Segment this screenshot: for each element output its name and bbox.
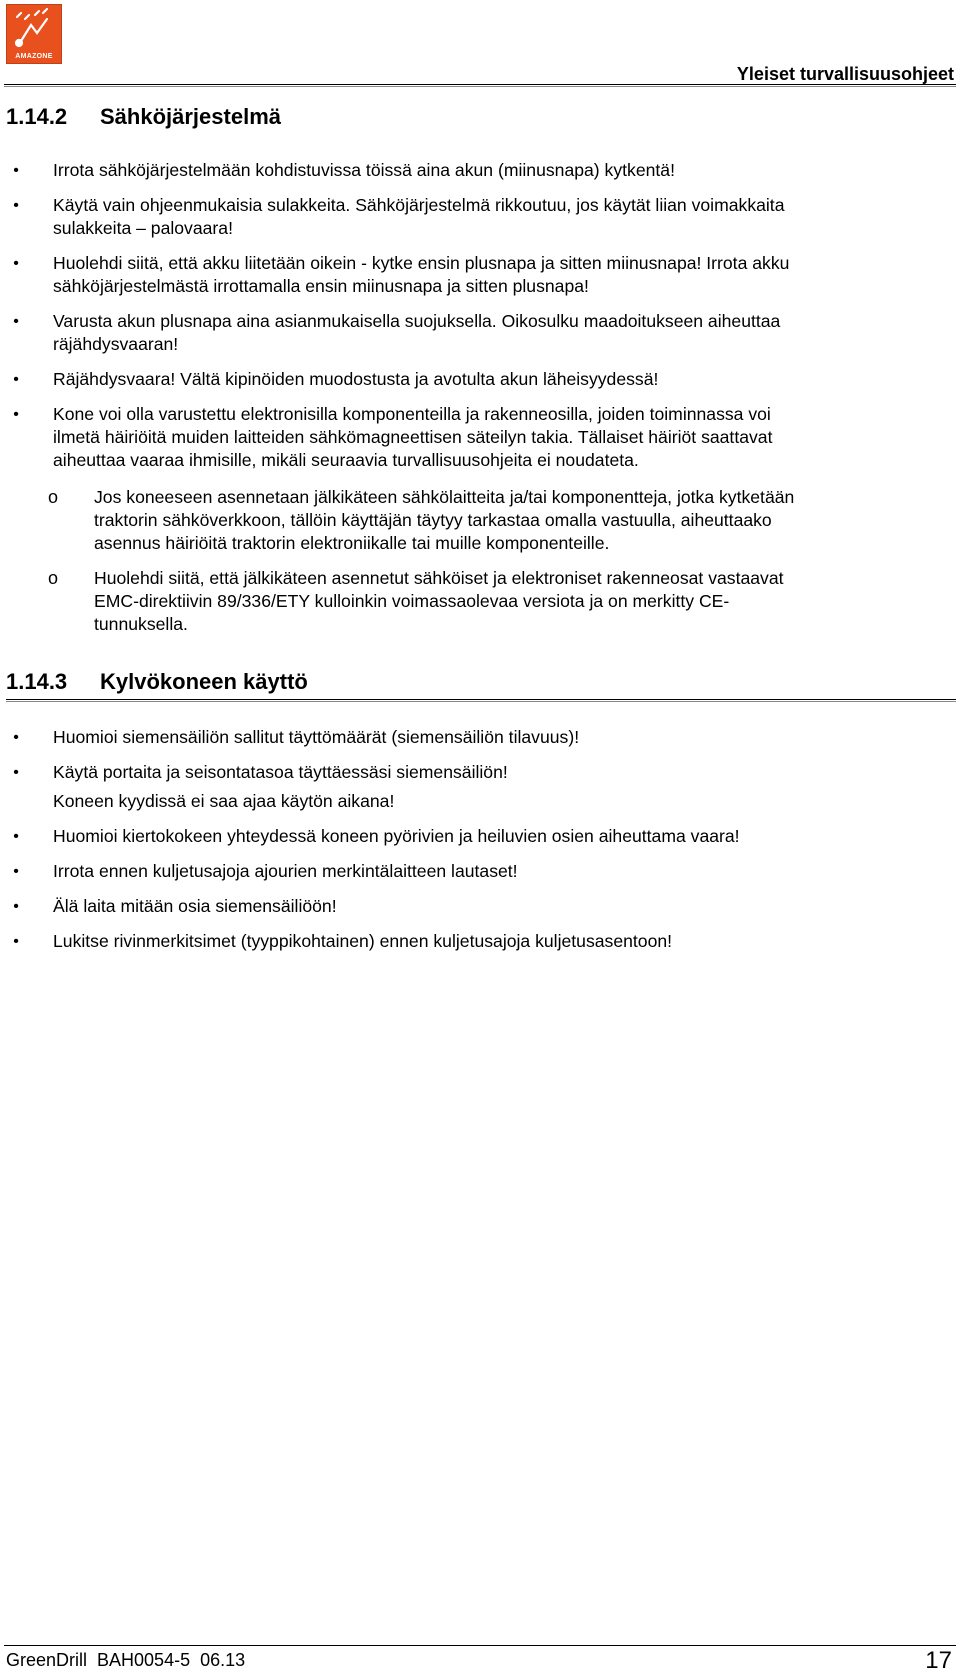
list-item bbox=[6, 825, 956, 848]
bullet-icon: • bbox=[13, 313, 19, 330]
bullet-icon: • bbox=[13, 863, 19, 880]
list-item bbox=[6, 761, 956, 813]
section-seeder-list bbox=[6, 726, 956, 953]
page-number: 17 bbox=[925, 1647, 952, 1674]
list-item bbox=[6, 252, 956, 298]
sub-item-text-line: traktorin sähköverkkoon, tällöin käyttäjän täytyy tarkastaa omalla vastuulla, aiheuttaako bbox=[94, 510, 772, 530]
item-text-line: Lukitse rivinmerkitsimet (tyyppikohtainen) ennen kuljetusajoja kuljetusasentoon! bbox=[53, 931, 673, 951]
sower-figure-icon bbox=[7, 5, 61, 49]
item-text-line: Huomioi siemensäiliön sallitut täyttömäärät (siemensäiliön tilavuus)! bbox=[53, 727, 580, 747]
footer-doc-id: GreenDrill BAH0054-5 06.13 bbox=[6, 1650, 246, 1670]
item-text-line: Varusta akun plusnapa aina asianmukaisella suojuksella. Oikosulku maadoitukseen aiheuttaa bbox=[53, 311, 781, 331]
section-electrical bbox=[6, 104, 956, 636]
item-text-line: sulakkeita – palovaara! bbox=[53, 218, 233, 238]
bullet-icon: • bbox=[13, 197, 19, 214]
item-text-line: Irrota ennen kuljetusajoja ajourien merkintälaitteen lautaset! bbox=[53, 861, 518, 881]
bullet-icon: • bbox=[13, 764, 19, 781]
section-heading bbox=[6, 104, 956, 130]
section-number: 1.14.2 bbox=[6, 104, 68, 129]
header-section-title: Yleiset turvallisuusohjeet bbox=[736, 64, 954, 84]
sub-item-text-line: asennus häiriöitä traktorin elektroniikalle tai muille komponenteille. bbox=[94, 533, 610, 553]
sub-list-item bbox=[6, 567, 948, 636]
sub-list-item bbox=[6, 486, 948, 555]
logo-brand-text: AMAZONE bbox=[15, 53, 53, 60]
section-heading bbox=[6, 669, 956, 695]
bullet-icon: • bbox=[13, 406, 19, 423]
item-text-line: sähköjärjestelmästä irrottamalla ensin miinusnapa ja sitten plusnapa! bbox=[53, 276, 589, 296]
list-item bbox=[6, 310, 956, 356]
bullet-icon: • bbox=[13, 898, 19, 915]
sub-list bbox=[48, 486, 948, 636]
item-text-line: Huolehdi siitä, että akku liitetään oikein - kytke ensin plusnapa ja sitten miinusnapa! Irrota akku bbox=[53, 253, 790, 273]
item-text-line: ilmetä häiriöitä muiden laitteiden sähkömagneettisen säteilyn takia. Tällaiset häiriöt saattavat bbox=[53, 427, 773, 447]
section-electrical-list bbox=[6, 159, 956, 636]
bullet-icon: • bbox=[13, 371, 19, 388]
list-item bbox=[6, 930, 956, 953]
section-title: Sähköjärjestelmä bbox=[100, 104, 281, 129]
bullet-icon: • bbox=[13, 729, 19, 746]
bullet-icon: • bbox=[13, 162, 19, 179]
item-text-line: räjähdysvaaran! bbox=[53, 334, 179, 354]
list-item bbox=[6, 726, 956, 749]
list-item bbox=[6, 860, 956, 883]
bullet-icon: • bbox=[13, 255, 19, 272]
item-text-line: Käytä portaita ja seisontatasoa täyttäessäsi siemensäiliön! bbox=[53, 762, 508, 782]
sub-item-text-line: Huolehdi siitä, että jälkikäteen asennetut sähköiset ja elektroniset rakenneosat vastaavat bbox=[94, 568, 784, 588]
amazone-logo bbox=[6, 4, 62, 64]
footer-divider bbox=[4, 1645, 956, 1646]
header-divider bbox=[4, 84, 956, 87]
sub-bullet-icon: ο bbox=[48, 568, 59, 588]
bullet-icon: • bbox=[13, 933, 19, 950]
list-item bbox=[6, 403, 956, 636]
item-text-line: Räjähdysvaara! Vältä kipinöiden muodostusta ja avotulta akun läheisyydessä! bbox=[53, 369, 659, 389]
section-divider bbox=[6, 699, 956, 702]
item-text-line: Irrota sähköjärjestelmään kohdistuvissa töissä aina akun (miinusnapa) kytkentä! bbox=[53, 160, 675, 180]
section-title: Kylvökoneen käyttö bbox=[100, 669, 308, 694]
bullet-icon: • bbox=[13, 828, 19, 845]
sub-item-text-line: tunnuksella. bbox=[94, 614, 188, 634]
section-number: 1.14.3 bbox=[6, 669, 68, 694]
item-text-line: Huomioi kiertokokeen yhteydessä koneen pyörivien ja heiluvien osien aiheuttama vaara! bbox=[53, 826, 740, 846]
item-text-line: Käytä vain ohjeenmukaisia sulakkeita. Sähköjärjestelmä rikkoutuu, jos käytät liian voimakkaita bbox=[53, 195, 785, 215]
sub-item-text-line: EMC-direktiivin 89/336/ETY kulloinkin voimassaolevaa versiota ja on merkitty CE- bbox=[94, 591, 730, 611]
item-note-text: Koneen kyydissä ei saa ajaa käytön aikana! bbox=[53, 791, 395, 811]
list-item bbox=[6, 194, 956, 240]
sub-bullet-icon: ο bbox=[48, 487, 59, 507]
list-item bbox=[6, 159, 956, 182]
section-seeder-use bbox=[6, 669, 956, 953]
list-item bbox=[6, 368, 956, 391]
item-text-line: aiheuttaa vaaraa ihmisille, mikäli seuraavia turvallisuusohjeita ei noudateta. bbox=[53, 450, 639, 470]
list-item bbox=[6, 895, 956, 918]
sub-item-text-line: Jos koneeseen asennetaan jälkikäteen sähkölaitteita ja/tai komponentteja, jotka kytketään bbox=[94, 487, 795, 507]
item-text-line: Kone voi olla varustettu elektronisilla komponenteilla ja rakenneosilla, joiden toiminnassa voi bbox=[53, 404, 771, 424]
item-text-line: Älä laita mitään osia siemensäiliöön! bbox=[53, 896, 337, 916]
